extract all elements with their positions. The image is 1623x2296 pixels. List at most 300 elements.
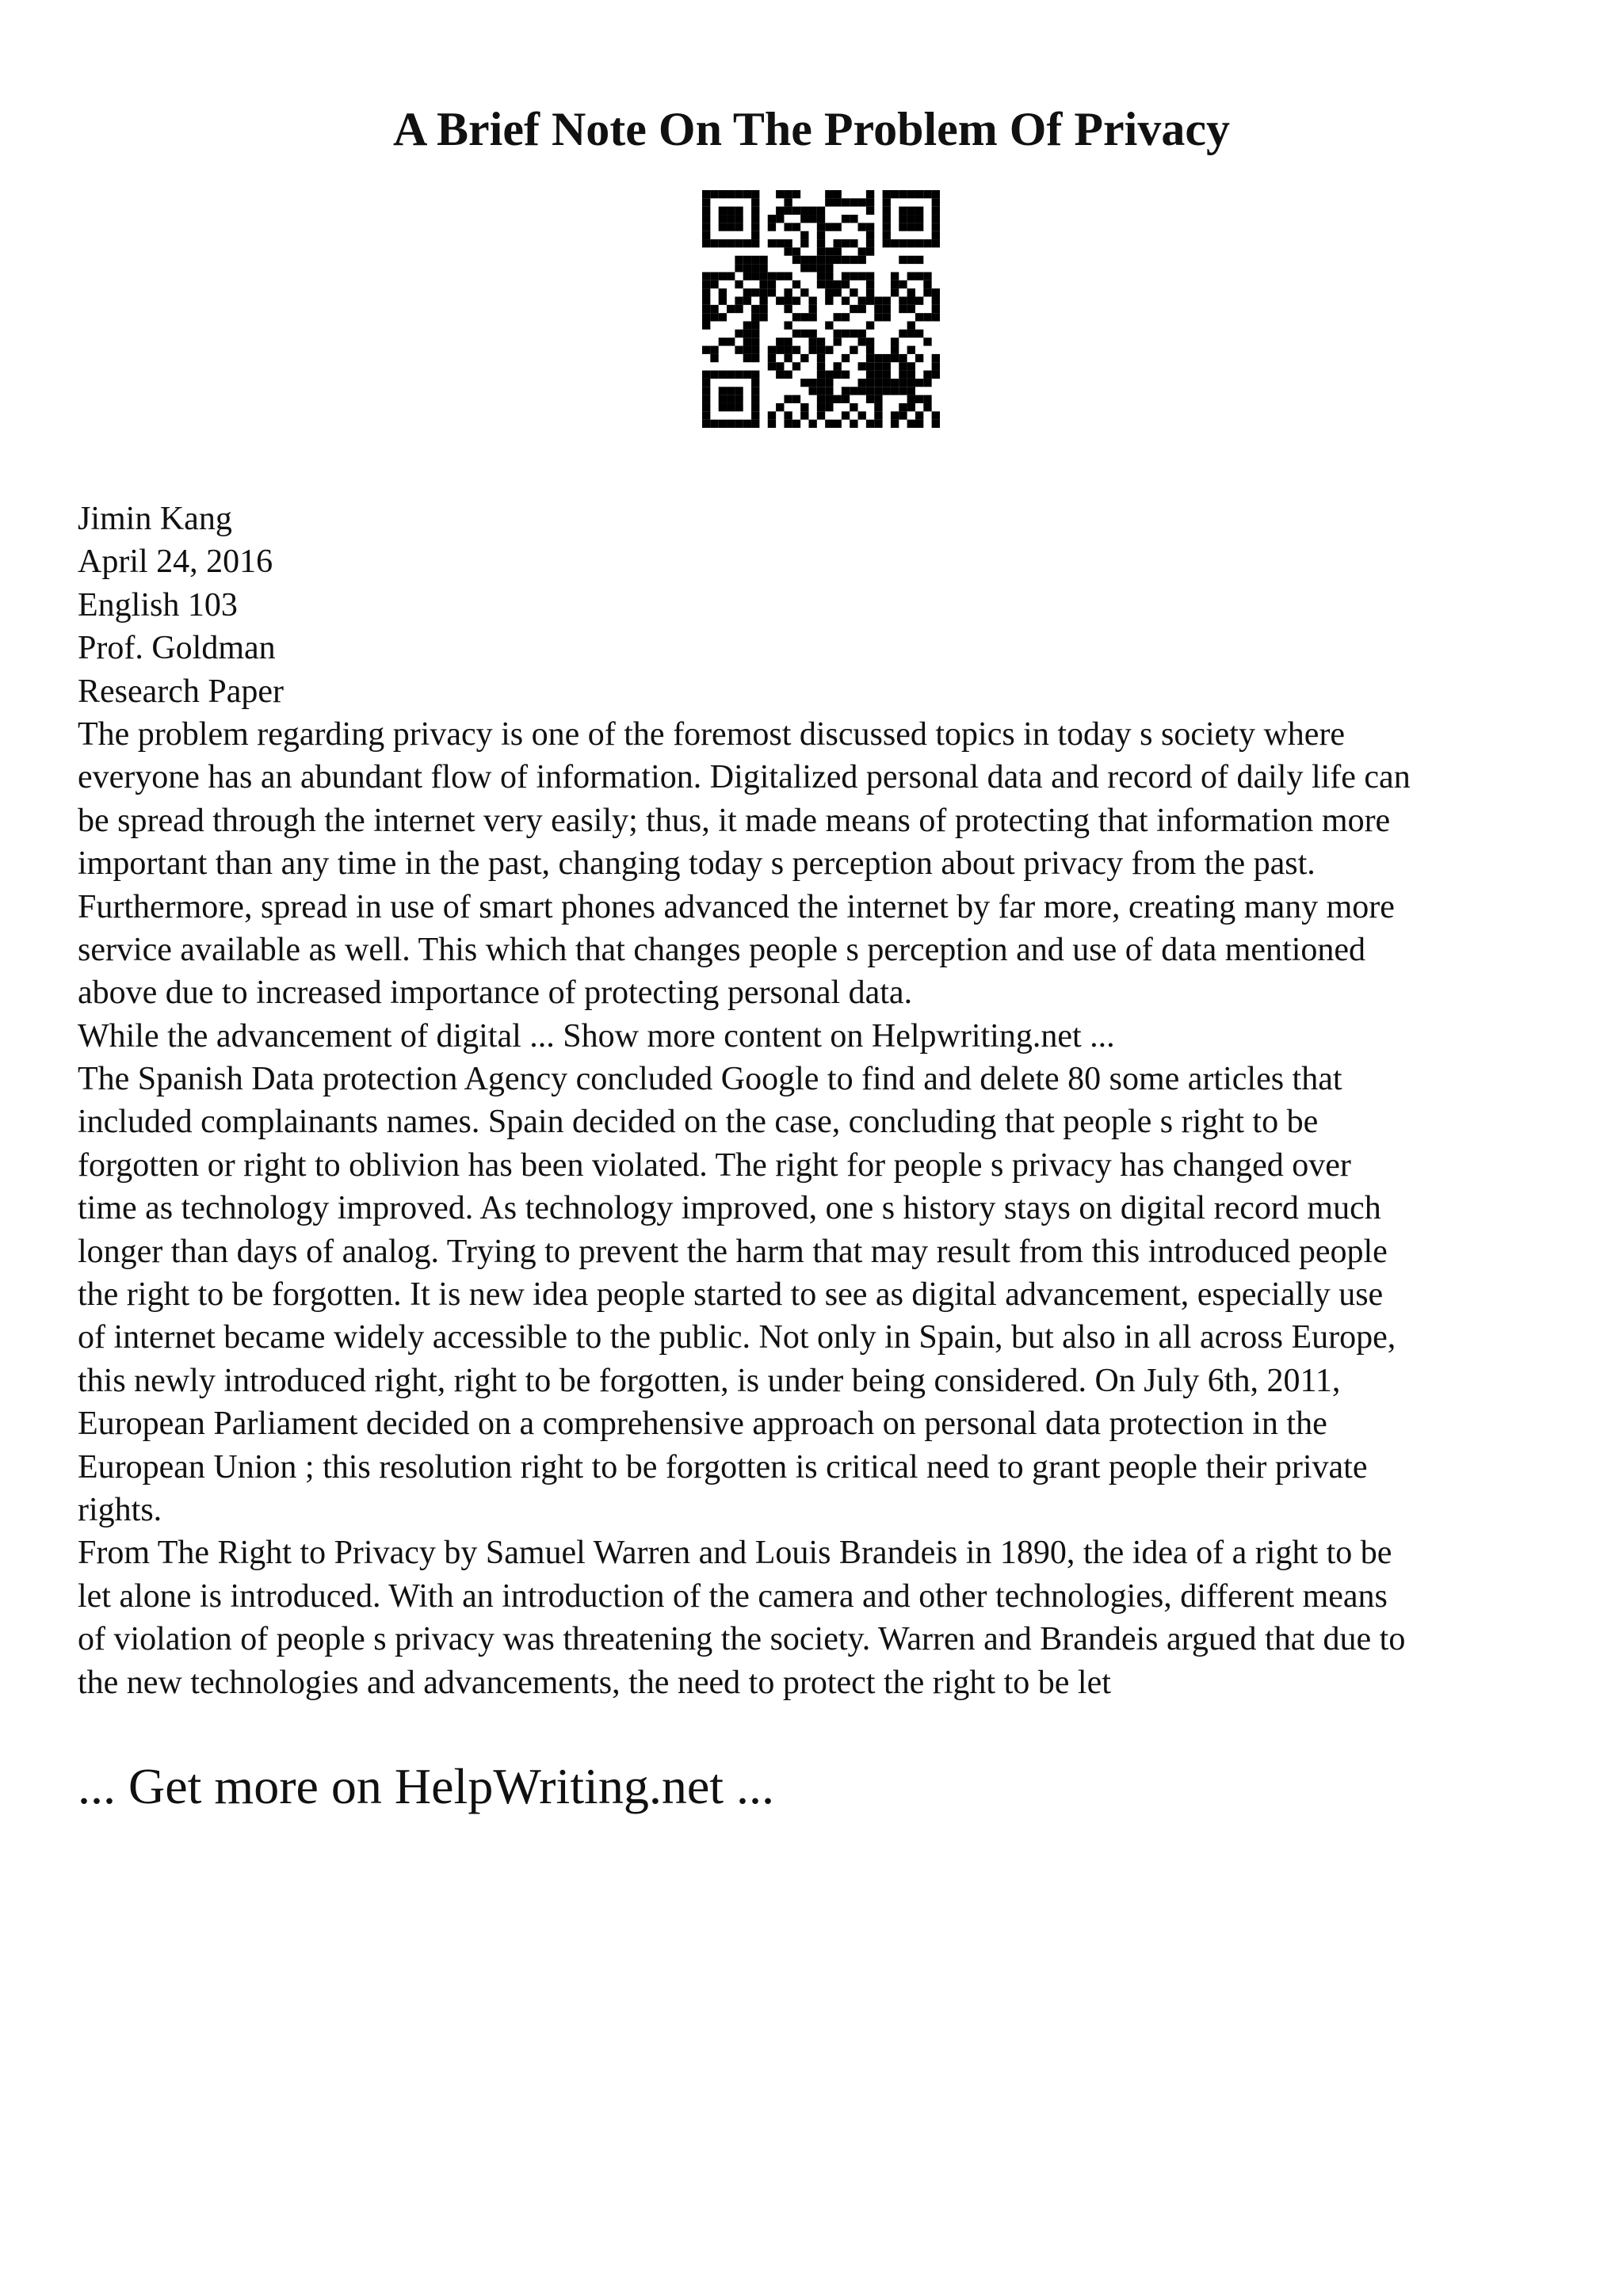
- qr-module: [850, 387, 857, 395]
- qr-module: [923, 338, 931, 345]
- qr-module: [891, 280, 899, 288]
- qr-module: [792, 330, 800, 338]
- qr-module: [932, 296, 940, 304]
- qr-module: [891, 190, 899, 198]
- qr-module: [907, 322, 915, 330]
- qr-module: [792, 313, 800, 321]
- qr-module: [808, 387, 816, 395]
- qr-module: [932, 288, 940, 296]
- qr-module: [784, 305, 792, 313]
- qr-module: [932, 420, 940, 428]
- qr-module: [899, 362, 907, 370]
- qr-module: [727, 223, 735, 231]
- qr-module: [874, 354, 882, 362]
- qr-module: [850, 305, 857, 313]
- qr-module: [907, 288, 915, 296]
- qr-module: [768, 354, 776, 362]
- show-more-line: While the advancement of digital ... Show more content on Helpwriting.net ...: [78, 1017, 1115, 1055]
- qr-module: [751, 379, 759, 387]
- qr-module: [710, 420, 718, 428]
- qr-module: [702, 379, 710, 387]
- qr-module: [808, 338, 816, 345]
- qr-module: [883, 379, 891, 387]
- qr-module: [850, 256, 857, 264]
- qr-module: [899, 223, 907, 231]
- qr-module: [751, 305, 759, 313]
- qr-module: [702, 403, 710, 411]
- qr-module: [817, 207, 825, 215]
- qr-module: [719, 288, 727, 296]
- qr-module: [800, 231, 808, 239]
- qr-module: [923, 272, 931, 280]
- qr-module: [817, 387, 825, 395]
- qr-module: [874, 362, 882, 370]
- qr-module: [751, 411, 759, 419]
- qr-module: [702, 296, 710, 304]
- qr-module: [883, 362, 891, 370]
- qr-module: [751, 215, 759, 223]
- qr-module: [702, 395, 710, 403]
- qr-module: [866, 223, 874, 231]
- qr-module: [784, 239, 792, 247]
- qr-module: [866, 362, 874, 370]
- qr-module: [808, 256, 816, 264]
- qr-module: [932, 305, 940, 313]
- qr-module: [842, 411, 850, 419]
- qr-module: [751, 264, 759, 272]
- qr-module: [850, 215, 857, 223]
- qr-module: [842, 272, 850, 280]
- qr-module: [842, 354, 850, 362]
- qr-module: [727, 215, 735, 223]
- qr-module: [817, 280, 825, 288]
- qr-module: [834, 223, 842, 231]
- qr-module: [784, 272, 792, 280]
- qr-module: [727, 387, 735, 395]
- qr-module: [735, 296, 743, 304]
- qr-module: [866, 190, 874, 198]
- qr-module: [842, 239, 850, 247]
- qr-module: [743, 296, 751, 304]
- qr-module: [719, 207, 727, 215]
- qr-module: [735, 207, 743, 215]
- qr-module: [915, 330, 923, 338]
- qr-module: [751, 239, 759, 247]
- qr-module: [808, 346, 816, 354]
- paper-type-line: Research Paper: [78, 673, 285, 710]
- qr-module: [866, 379, 874, 387]
- qr-module: [842, 387, 850, 395]
- qr-module: [907, 371, 915, 379]
- qr-module: [915, 296, 923, 304]
- qr-module: [784, 288, 792, 296]
- qr-module: [751, 190, 759, 198]
- qr-module: [883, 296, 891, 304]
- qr-module: [850, 272, 857, 280]
- qr-module: [735, 223, 743, 231]
- qr-module: [719, 420, 727, 428]
- qr-module: [883, 223, 891, 231]
- qr-module: [751, 313, 759, 321]
- qr-module: [834, 256, 842, 264]
- qr-module: [792, 296, 800, 304]
- qr-module: [743, 288, 751, 296]
- body-line: be spread through the internet very easily; thus, it made means of protecting that information more: [78, 802, 1391, 839]
- qr-module: [907, 330, 915, 338]
- qr-module: [858, 256, 866, 264]
- qr-module: [891, 239, 899, 247]
- qr-module: [727, 371, 735, 379]
- qr-module: [735, 330, 743, 338]
- qr-module: [800, 379, 808, 387]
- qr-module: [915, 420, 923, 428]
- qr-module: [817, 362, 825, 370]
- qr-module: [883, 215, 891, 223]
- qr-module: [825, 403, 833, 411]
- qr-module: [776, 190, 784, 198]
- qr-module: [759, 305, 767, 313]
- qr-module: [784, 296, 792, 304]
- body-line: The Spanish Data protection Agency concluded Google to find and delete 80 some articles that: [78, 1061, 1342, 1098]
- qr-module: [719, 272, 727, 280]
- qr-module: [858, 330, 866, 338]
- qr-module: [776, 362, 784, 370]
- qr-module: [817, 264, 825, 272]
- qr-module: [907, 256, 915, 264]
- qr-module: [784, 247, 792, 255]
- qr-module: [759, 280, 767, 288]
- qr-module: [768, 280, 776, 288]
- qr-module: [866, 239, 874, 247]
- qr-module: [866, 272, 874, 280]
- qr-module: [735, 264, 743, 272]
- qr-module: [735, 420, 743, 428]
- qr-module: [759, 288, 767, 296]
- body-line: service available as well. This which that changes people s perception and use of data mentioned: [78, 931, 1365, 968]
- qr-module: [735, 395, 743, 403]
- document-body: [78, 498, 1568, 1704]
- qr-module: [866, 280, 874, 288]
- qr-module: [702, 231, 710, 239]
- qr-module: [874, 379, 882, 387]
- body-line: important than any time in the past, changing today s perception about privacy from the past.: [78, 845, 1316, 883]
- qr-module: [702, 305, 710, 313]
- qr-module: [719, 190, 727, 198]
- qr-module: [751, 371, 759, 379]
- qr-module: [743, 330, 751, 338]
- qr-module: [834, 420, 842, 428]
- qr-module: [834, 198, 842, 206]
- qr-module: [825, 247, 833, 255]
- qr-module: [825, 420, 833, 428]
- qr-module: [923, 379, 931, 387]
- qr-module: [858, 387, 866, 395]
- qr-module: [907, 223, 915, 231]
- qr-module: [899, 296, 907, 304]
- qr-module: [932, 362, 940, 370]
- qr-module: [776, 346, 784, 354]
- qr-module: [808, 420, 816, 428]
- qr-module: [735, 387, 743, 395]
- qr-module: [915, 354, 923, 362]
- body-line: let alone is introduced. With an introduction of the camera and other technologies, different means: [78, 1577, 1388, 1615]
- qr-module: [743, 371, 751, 379]
- qr-module: [800, 207, 808, 215]
- qr-module: [702, 288, 710, 296]
- qr-module: [842, 313, 850, 321]
- qr-module: [792, 420, 800, 428]
- qr-module: [923, 403, 931, 411]
- qr-module: [825, 256, 833, 264]
- qr-module: [800, 354, 808, 362]
- qr-module: [932, 215, 940, 223]
- qr-module: [702, 207, 710, 215]
- qr-module: [751, 231, 759, 239]
- qr-module: [842, 215, 850, 223]
- qr-module: [719, 403, 727, 411]
- qr-module: [743, 338, 751, 345]
- date-line: April 24, 2016: [78, 543, 273, 581]
- qr-module: [719, 296, 727, 304]
- qr-module: [899, 207, 907, 215]
- qr-module: [842, 330, 850, 338]
- qr-module: [858, 198, 866, 206]
- qr-module: [923, 371, 931, 379]
- body-line: Furthermore, spread in use of smart phones advanced the internet by far more, creating many more: [78, 888, 1395, 925]
- qr-module: [743, 420, 751, 428]
- qr-module: [850, 403, 857, 411]
- qr-module: [899, 190, 907, 198]
- qr-module: [915, 207, 923, 215]
- qr-module: [751, 395, 759, 403]
- qr-module: [915, 272, 923, 280]
- qr-module: [710, 190, 718, 198]
- qr-module: [800, 313, 808, 321]
- qr-module: [858, 379, 866, 387]
- qr-module: [727, 207, 735, 215]
- qr-module: [834, 313, 842, 321]
- qr-module: [932, 198, 940, 206]
- qr-module: [842, 280, 850, 288]
- qr-module: [923, 280, 931, 288]
- qr-module: [735, 239, 743, 247]
- qr-module: [891, 288, 899, 296]
- qr-module: [874, 296, 882, 304]
- qr-module: [923, 395, 931, 403]
- qr-module: [784, 190, 792, 198]
- qr-module: [768, 420, 776, 428]
- qr-module: [891, 354, 899, 362]
- qr-module: [751, 256, 759, 264]
- qr-module: [735, 346, 743, 354]
- professor-line: Prof. Goldman: [78, 630, 276, 667]
- body-line: this newly introduced right, right to be forgotten, is under being considered. On July 6th, 2011,: [78, 1362, 1341, 1399]
- qr-module: [899, 403, 907, 411]
- qr-module: [784, 223, 792, 231]
- qr-module: [825, 346, 833, 354]
- qr-module: [907, 362, 915, 370]
- qr-module: [727, 395, 735, 403]
- qr-module: [719, 215, 727, 223]
- qr-module: [915, 256, 923, 264]
- qr-module: [858, 272, 866, 280]
- qr-module: [702, 223, 710, 231]
- qr-module: [866, 296, 874, 304]
- qr-module: [866, 420, 874, 428]
- qr-module: [784, 371, 792, 379]
- qr-module: [727, 338, 735, 345]
- get-more-link-text: ... Get more on HelpWriting.net ...: [78, 1758, 774, 1814]
- qr-module: [932, 223, 940, 231]
- qr-module: [702, 272, 710, 280]
- qr-module: [866, 354, 874, 362]
- qr-module: [702, 280, 710, 288]
- qr-module: [702, 215, 710, 223]
- qr-module: [866, 395, 874, 403]
- body-line: of violation of people s privacy was threatening the society. Warren and Brandeis argued that due to: [78, 1621, 1406, 1658]
- qr-module: [883, 239, 891, 247]
- qr-module: [735, 215, 743, 223]
- qr-module: [891, 420, 899, 428]
- qr-module: [800, 264, 808, 272]
- qr-module: [850, 198, 857, 206]
- body-line: European Parliament decided on a comprehensive approach on personal data protection in the: [78, 1405, 1327, 1443]
- qr-module: [834, 239, 842, 247]
- qr-module: [891, 346, 899, 354]
- qr-module: [751, 420, 759, 428]
- qr-module: [800, 256, 808, 264]
- qr-module: [743, 239, 751, 247]
- body-line: everyone has an abundant flow of information. Digitalized personal data and record of daily life can: [78, 759, 1411, 796]
- qr-module: [907, 420, 915, 428]
- qr-module: [768, 239, 776, 247]
- qr-module: [784, 420, 792, 428]
- qr-module: [768, 215, 776, 223]
- qr-module: [834, 395, 842, 403]
- qr-module: [808, 379, 816, 387]
- qr-module: [702, 239, 710, 247]
- qr-module: [743, 346, 751, 354]
- qr-module: [883, 207, 891, 215]
- qr-module: [702, 313, 710, 321]
- qr-module: [776, 272, 784, 280]
- qr-module: [825, 288, 833, 296]
- qr-module: [883, 198, 891, 206]
- qr-module: [768, 362, 776, 370]
- qr-module: [784, 411, 792, 419]
- qr-module: [858, 362, 866, 370]
- qr-module: [719, 387, 727, 395]
- qr-module: [874, 305, 882, 313]
- qr-module: [874, 411, 882, 419]
- document-title: A Brief Note On The Problem Of Privacy: [393, 103, 1230, 155]
- qr-module: [710, 313, 718, 321]
- qr-module: [850, 420, 857, 428]
- qr-module: [850, 288, 857, 296]
- qr-module: [842, 395, 850, 403]
- qr-module: [776, 403, 784, 411]
- qr-module: [874, 403, 882, 411]
- qr-module: [751, 354, 759, 362]
- qr-module: [842, 256, 850, 264]
- qr-module: [850, 239, 857, 247]
- qr-module: [751, 338, 759, 345]
- qr-module: [842, 296, 850, 304]
- qr-module: [800, 330, 808, 338]
- qr-module: [858, 305, 866, 313]
- qr-module: [891, 387, 899, 395]
- qr-module: [915, 313, 923, 321]
- qr-module: [858, 411, 866, 419]
- qr-module: [776, 207, 784, 215]
- qr-module: [866, 207, 874, 215]
- qr-module: [866, 387, 874, 395]
- qr-module: [719, 371, 727, 379]
- qr-module: [907, 403, 915, 411]
- qr-module: [751, 198, 759, 206]
- qr-module: [907, 305, 915, 313]
- qr-module: [883, 354, 891, 362]
- qr-module: [915, 215, 923, 223]
- qr-module: [834, 190, 842, 198]
- qr-module: [776, 296, 784, 304]
- qr-module: [751, 207, 759, 215]
- qr-module: [735, 190, 743, 198]
- qr-module: [808, 330, 816, 338]
- qr-module: [932, 354, 940, 362]
- qr-module: [825, 379, 833, 387]
- qr-module: [817, 231, 825, 239]
- qr-module: [907, 379, 915, 387]
- qr-module: [784, 198, 792, 206]
- qr-module: [768, 223, 776, 231]
- qr-module: [899, 305, 907, 313]
- qr-module: [842, 198, 850, 206]
- qr-module: [719, 313, 727, 321]
- body-line: above due to increased importance of protecting personal data.: [78, 974, 913, 1012]
- qr-module: [883, 387, 891, 395]
- qr-module: [907, 395, 915, 403]
- body-line: the right to be forgotten. It is new idea people started to see as digital advancement, especially use: [78, 1276, 1384, 1314]
- qr-module: [776, 239, 784, 247]
- qr-module: [891, 338, 899, 345]
- qr-module: [899, 354, 907, 362]
- qr-module: [817, 239, 825, 247]
- qr-module: [825, 272, 833, 280]
- qr-module: [932, 207, 940, 215]
- qr-module: [719, 338, 727, 345]
- qr-module: [768, 288, 776, 296]
- qr-module: [817, 215, 825, 223]
- qr-module: [874, 420, 882, 428]
- qr-module: [825, 280, 833, 288]
- qr-module: [923, 313, 931, 321]
- qr-module: [899, 371, 907, 379]
- qr-module: [735, 256, 743, 264]
- qr-module: [776, 215, 784, 223]
- qr-module: [850, 330, 857, 338]
- qr-module: [727, 272, 735, 280]
- body-line: the new technologies and advancements, the need to protect the right to be let: [78, 1664, 1111, 1701]
- qr-module: [891, 379, 899, 387]
- qr-module: [800, 411, 808, 419]
- qr-module: [702, 387, 710, 395]
- qr-module: [719, 239, 727, 247]
- qr-module: [899, 256, 907, 264]
- body-line: forgotten or right to oblivion has been violated. The right for people s privacy has changed over: [78, 1146, 1351, 1184]
- qr-module: [932, 190, 940, 198]
- qr-module: [727, 190, 735, 198]
